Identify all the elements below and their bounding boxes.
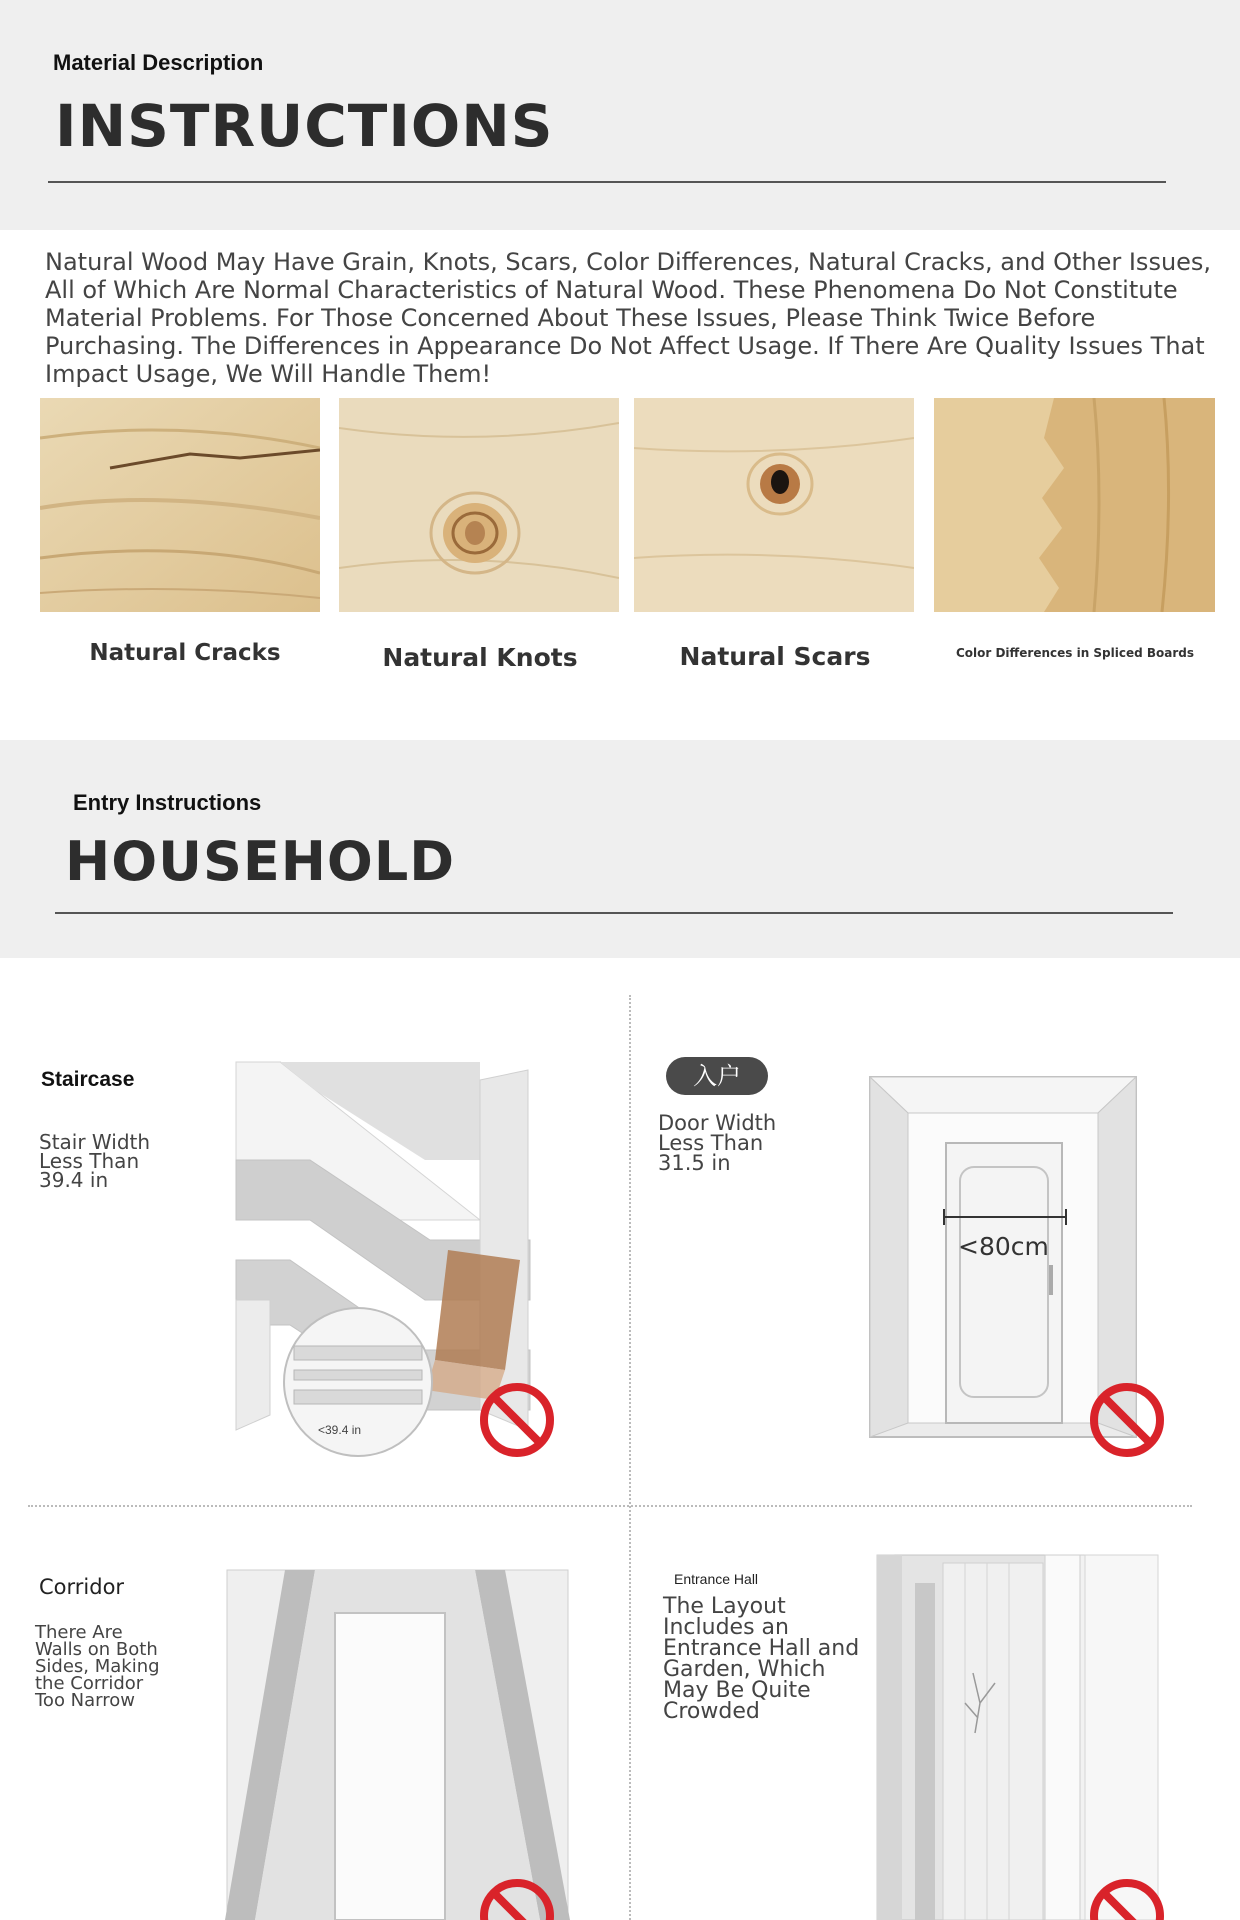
natural-scars-image xyxy=(634,398,914,612)
door-prohibit-icon xyxy=(1087,1380,1167,1460)
corridor-tag: Corridor xyxy=(39,1575,125,1599)
door-badge xyxy=(666,1057,768,1095)
instructions-title: INSTRUCTIONS xyxy=(55,92,554,160)
corridor-prohibit-icon xyxy=(477,1876,557,1920)
material-kicker: Material Description xyxy=(53,50,264,75)
color-differences-caption: Color Differences in Spliced Boards xyxy=(955,646,1195,660)
door-badge-label: 入户 xyxy=(693,1062,741,1090)
staircase-prohibit-icon xyxy=(477,1380,557,1460)
color-differences-image xyxy=(934,398,1215,612)
door-measure: <80cm xyxy=(958,1232,1049,1261)
household-kicker: Entry Instructions xyxy=(73,790,262,815)
corridor-illustration xyxy=(225,1568,570,1920)
natural-cracks-image xyxy=(40,398,320,612)
entrance-tag: Entrance Hall xyxy=(674,1571,759,1587)
grid-vertical-divider xyxy=(629,995,631,1920)
entrance-prohibit-icon xyxy=(1087,1876,1167,1920)
grid-horizontal-divider xyxy=(28,1505,1192,1507)
household-title: HOUSEHOLD xyxy=(65,830,456,893)
staircase-desc: Stair Width Less Than 39.4 in xyxy=(39,1130,151,1192)
staircase-measure: <39.4 in xyxy=(318,1423,362,1437)
household-divider xyxy=(55,912,1173,914)
staircase-tag: Staircase xyxy=(41,1068,135,1091)
door-desc: Door Width Less Than 31.5 in xyxy=(658,1111,777,1175)
natural-knots-image xyxy=(339,398,619,612)
material-paragraph: Natural Wood May Have Grain, Knots, Scars, Color Differences, Natural Cracks, and Other Issues, All of Which Are Normal Characteristics of Natural Wood. These Phenomena Do Not Constitute Material Problems. For Those Concerned About These Issues, Please Think Twice Before Purchasing. The Differences in Appearance Do Not Affect Usage. If There Are Quality Issues That Impact Usage, We Will Handle Them! xyxy=(45,248,1212,388)
instructions-divider xyxy=(48,181,1166,183)
entrance-illustration xyxy=(875,1553,1160,1920)
entrance-desc: The Layout Includes an Entrance Hall and Garden, Which May Be Quite Crowded xyxy=(663,1594,860,1724)
corridor-desc: There Are Walls on Both Sides, Making the Corridor Too Narrow xyxy=(35,1622,160,1711)
natural-scars-caption: Natural Scars xyxy=(679,642,871,671)
natural-cracks-caption: Natural Cracks xyxy=(89,640,281,666)
natural-knots-caption: Natural Knots xyxy=(382,643,578,672)
